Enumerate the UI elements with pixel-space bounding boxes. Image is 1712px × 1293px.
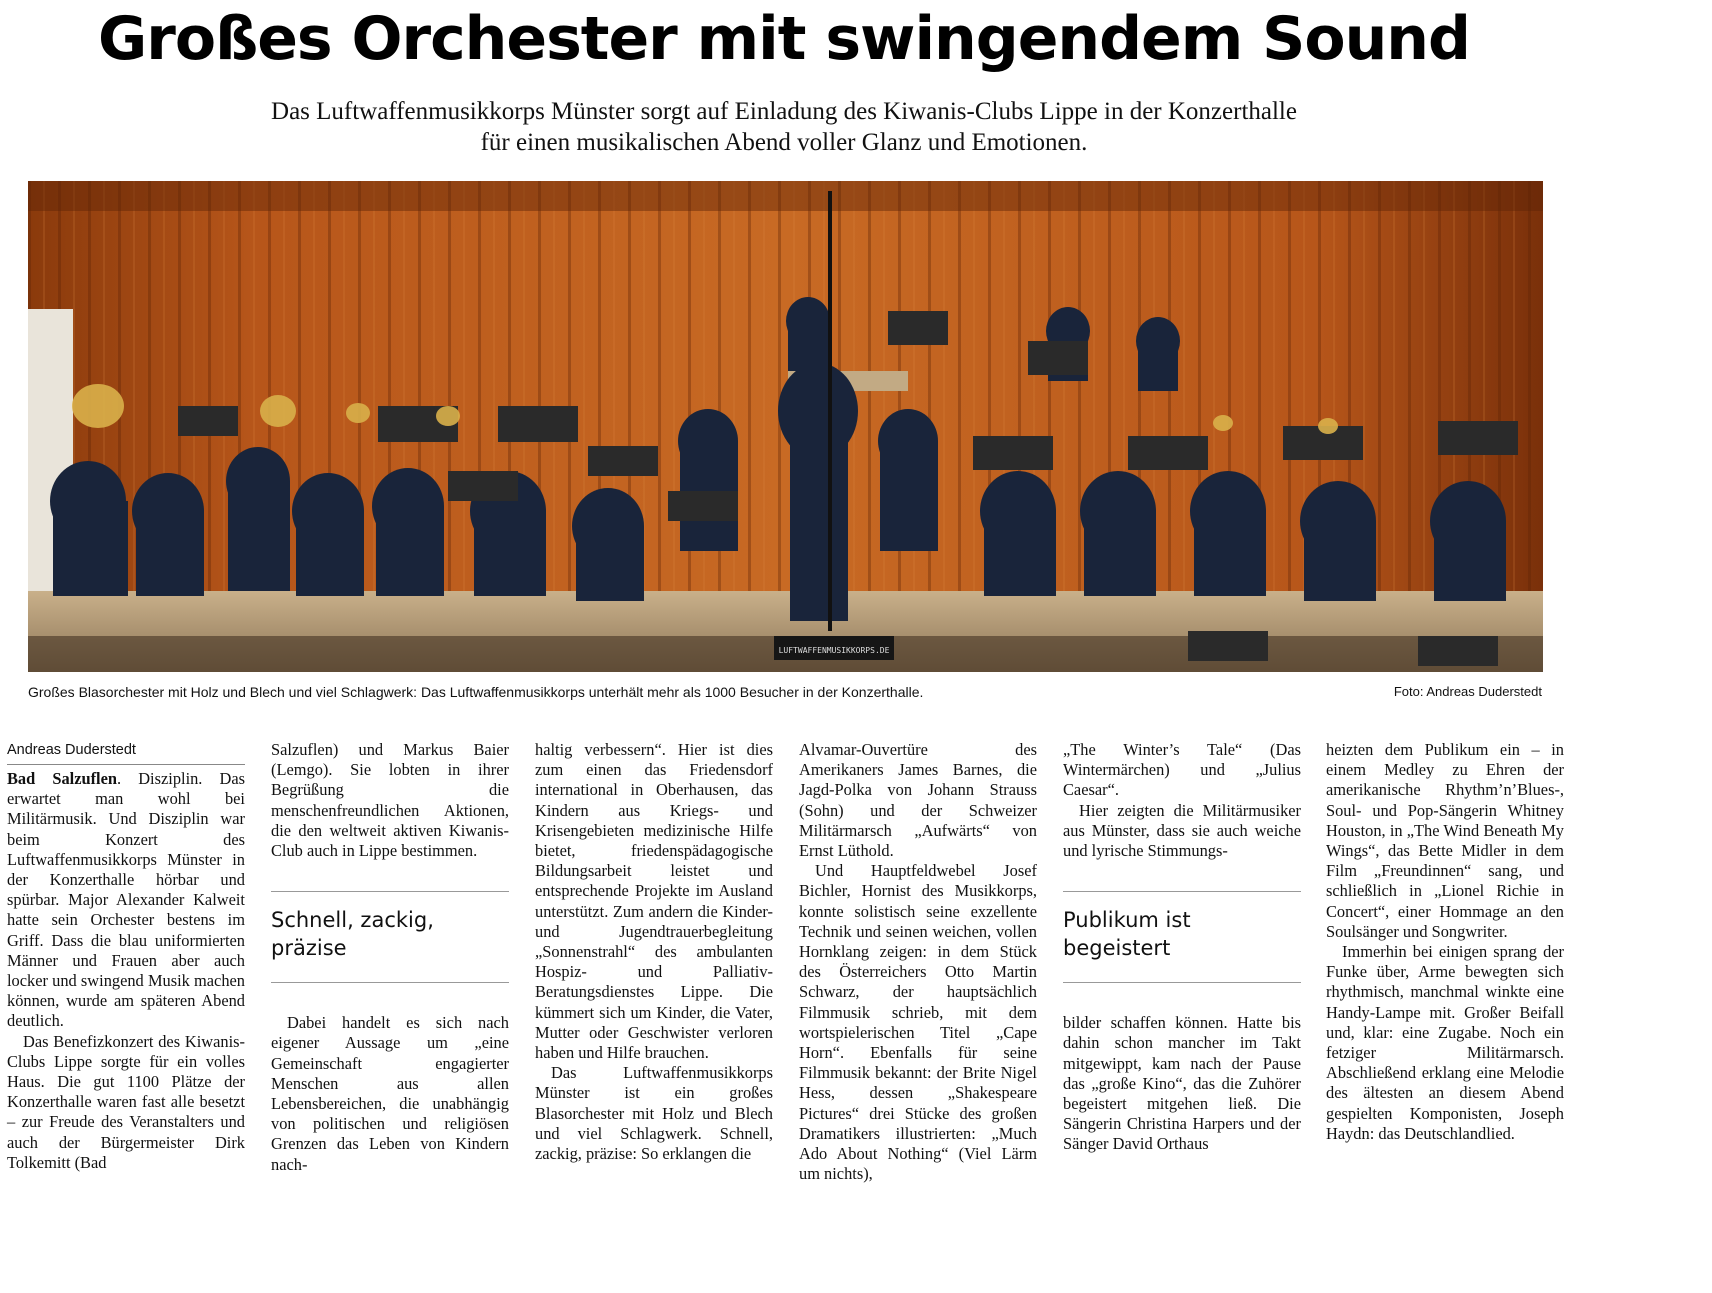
- paragraph-7: Alvamar-Ouvertüre des Amerikaners James Barnes, die Jagd-Polka von Johann Strauss (Sohn) und der Schweizer Militärmarsch „Aufwärts“ von Ernst Lüthold.: [799, 740, 1037, 861]
- article-column-5: [1063, 740, 1301, 1155]
- paragraph-9: „The Winter’s Tale“ (Das Wintermärchen) und „Julius Caesar“.: [1063, 740, 1301, 800]
- article-column-3: [535, 740, 773, 1164]
- paragraph-3: Salzuflen) und Markus Baier (Lemgo). Sie lobten in ihrer Begrüßung die menschenfreundlichen Aktionen, die den weltweit aktiven Kiwanis-Club auch in Lippe bestimmen.: [271, 740, 509, 861]
- byline: Andreas Duderstedt: [7, 740, 245, 765]
- paragraph-10: Hier zeigten die Militärmusiker aus Münster, dass sie auch weiche und lyrische Stimmungs-: [1063, 800, 1301, 861]
- paragraph-11: bilder schaffen können. Hatte bis dahin schon mancher im Takt mitgewippt, kam nach der Pause das „große Kino“, das die Zuhörer begeistert mitgehen ließ. Die Sängerin Christina Harpers und der Sänger David Orthaus: [1063, 1013, 1301, 1154]
- paragraph-13: Immerhin bei einigen sprang der Funke über, Arme bewegten sich rhythmisch, manchmal winkte eine Handy-Lampe mit. Großer Beifall und, klar: eine Zugabe. Noch ein fetziger Militärmarsch. Abschließend erklang eine Melodie des ältesten an diesem Abend gespielten Komponisten, Joseph Haydn: das Deutschlandlied.: [1326, 942, 1564, 1143]
- photo-credit: Foto: Andreas Duderstedt: [1393, 684, 1542, 699]
- subheading-1: Schnell, zackig, präzise: [271, 891, 509, 983]
- subheading-2: Publikum ist begeistert: [1063, 891, 1301, 983]
- paragraph-12: heizten dem Publikum ein – in einem Medley zu Ehren der amerikanische Rhythm’n’Blues-, Soul- und Pop-Sängerin Whitney Houston, in „The Wind Beneath My Wings“, das Bette Midler in dem Film „Freundinnen“ sang, und schließlich in „Lionel Richie in Concert“, einer Hommage an den Soulsänger und Songwriter.: [1326, 740, 1564, 941]
- deck: [0, 96, 1568, 158]
- headline: Großes Orchester mit swingendem Sound: [98, 4, 1470, 74]
- podium-label: LUFTWAFFENMUSIKKORPS.DE: [778, 646, 890, 655]
- paragraph-6: Das Luftwaffenmusikkorps Münster ist ein großes Blasorchester mit Holz und Blech und viel Schlagwerk. Schnell, zackig, präzise: So erklangen die: [535, 1063, 773, 1164]
- orchestra-photo: [28, 181, 1543, 672]
- photo-caption: Großes Blasorchester mit Holz und Blech und viel Schlagwerk: Das Luftwaffenmusikkorps unterhält mehr als 1000 Besucher in der Konzerthalle.: [28, 684, 924, 700]
- article-column-4: [799, 740, 1037, 1184]
- paragraph-5: haltig verbessern“. Hier ist dies zum einen das Friedensdorf international in Oberhausen, das Kindern aus Kriegs- und Krisengebieten medizinische Hilfe bietet, friedenspädagogische Bildungsarbeit leistet und entsprechende Projekte im Ausland unterstützt. Zum andern die Kinder- und Jugendtrauerbegleitung „Sonnenstrahl“ des ambulanten Hospiz- und Palliativ-Beratungsdienstes Lippe. Die kümmert sich um Kinder, die Vater, Mutter oder Geschwister verloren haben und Hilfe brauchen.: [535, 740, 773, 1063]
- article-column-2: [271, 740, 509, 1175]
- paragraph-8: Und Hauptfeldwebel Josef Bichler, Hornist des Musikkorps, konnte solistisch seine exzellente Technik und seinen weichen, vollen Hornklang zeigen: in dem Stück des Österreichers Otto Martin Schwarz, der hauptsächlich Filmmusik schrieb, mit dem wortspielerischen Titel „Cape Horn“. Ebenfalls für seine Filmmusik bekannt: der Brite Nigel Hess, dessen „Shakespeare Pictures“ drei Stücke des großen Dramatikers illustrierten: „Much Ado About Nothing“ (Viel Lärm um nichts),: [799, 861, 1037, 1184]
- orchestra-photo-illustration: [28, 181, 1543, 672]
- deck-line-1: Das Luftwaffenmusikkorps Münster sorgt auf Einladung des Kiwanis-Clubs Lippe in der Konzerthalle: [271, 98, 1297, 125]
- dateline: Bad Salzuflen: [7, 769, 118, 788]
- article-column-6: [1326, 740, 1564, 1144]
- paragraph-1: [7, 769, 245, 1032]
- paragraph-1-text: . Disziplin. Das erwartet man wohl bei Militärmusik. Und Disziplin war beim Konzert des Luftwaffenmusikkorps Münster in der Konzerthalle hörbar und spürbar. Major Alexander Kalweit hatte sein Orchester bestens im Griff. Dass die blau uniformierten Männer und Frauen aber auch locker und swingend Musik machen können, wurde am späteren Abend deutlich.: [7, 769, 246, 1031]
- deck-line-2: für einen musikalischen Abend voller Glanz und Emotionen.: [480, 129, 1088, 156]
- paragraph-2: Das Benefizkonzert des Kiwanis-Clubs Lippe sorgte für ein volles Haus. Die gut 1100 Plätze der Konzerthalle waren fast alle besetzt – zur Freude des Veranstalters und auch der Bürgermeister Dirk Tolkemitt (Bad: [7, 1031, 245, 1172]
- paragraph-4: Dabei handelt es sich nach eigener Aussage um „eine Gemeinschaft engagierter Menschen aus allen Lebensbereichen, die unabhängig von politischen und religiösen Grenzen das Leben von Kindern nach-: [271, 1013, 509, 1174]
- article-column-1: [7, 740, 245, 1173]
